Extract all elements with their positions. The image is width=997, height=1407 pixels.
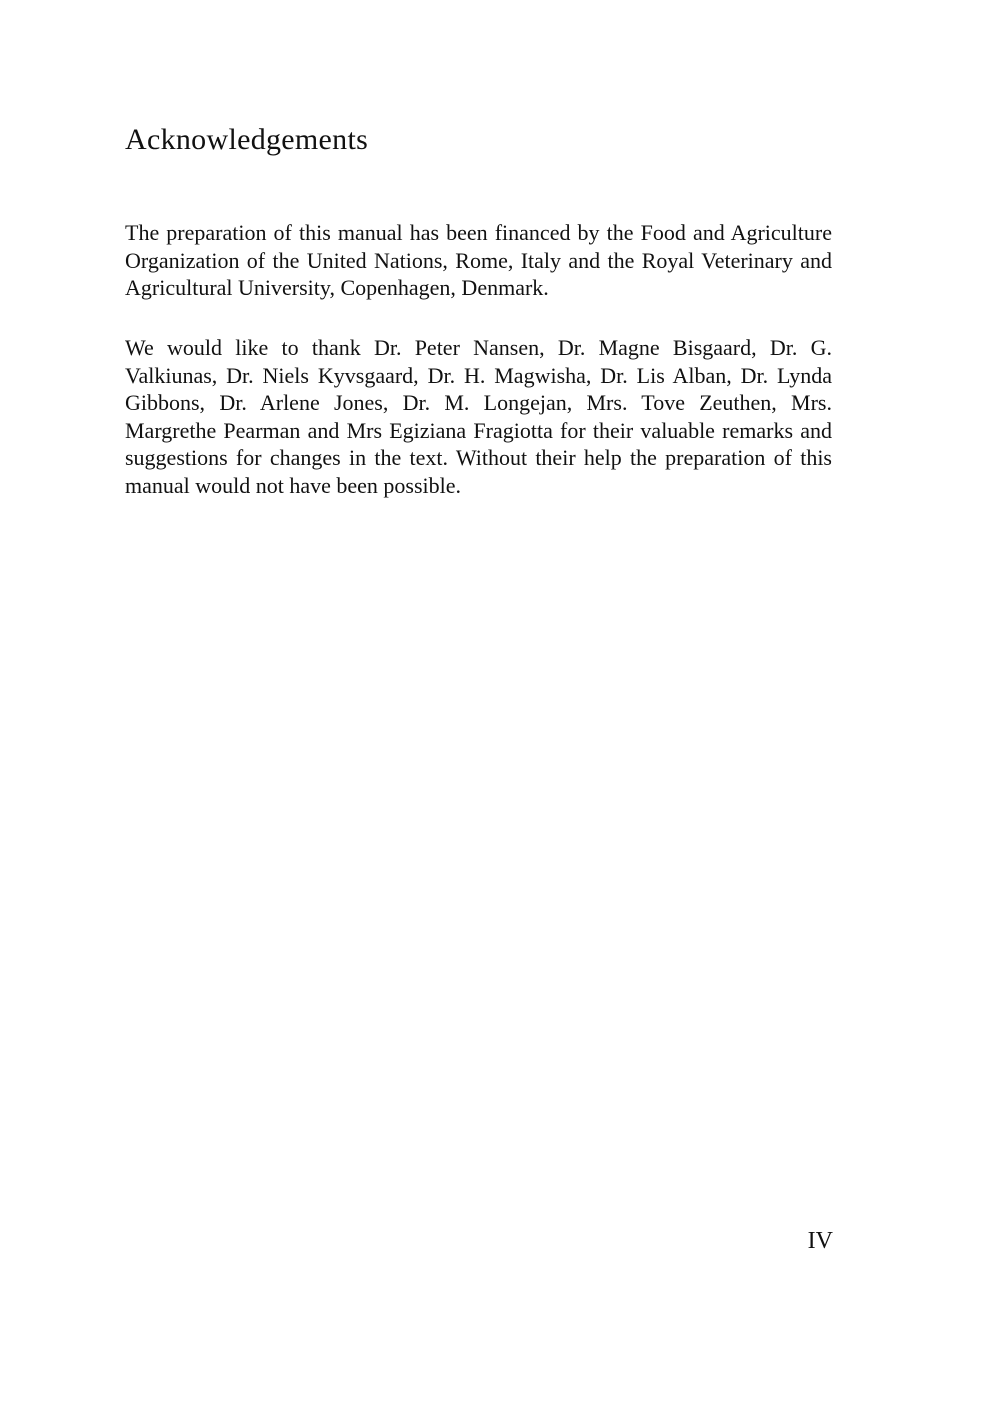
thanks-paragraph: We would like to thank Dr. Peter Nansen, Dr. Magne Bisgaard, Dr. G. Valkiunas, Dr. Niels Kyvsgaard, Dr. H. Magwisha, Dr. Lis Alban, Dr. Lynda Gibbons, Dr. Arlene Jones, Dr. M. Longejan, Mrs. Tove Zeuthen, Mrs. Margrethe Pearman and Mrs Egiziana Fragiotta for their valuable remarks and suggestions for changes in the text. Without their help the preparation of this manual would not have been possible. (125, 335, 832, 498)
funding-paragraph: The preparation of this manual has been financed by the Food and Agriculture Organization of the United Nations, Rome, Italy and the Royal Veterinary and Agricultural University, Copenhagen, Denmark. (125, 220, 832, 300)
page-title: Acknowledgements (125, 123, 369, 156)
page-number: IV (807, 1228, 833, 1254)
